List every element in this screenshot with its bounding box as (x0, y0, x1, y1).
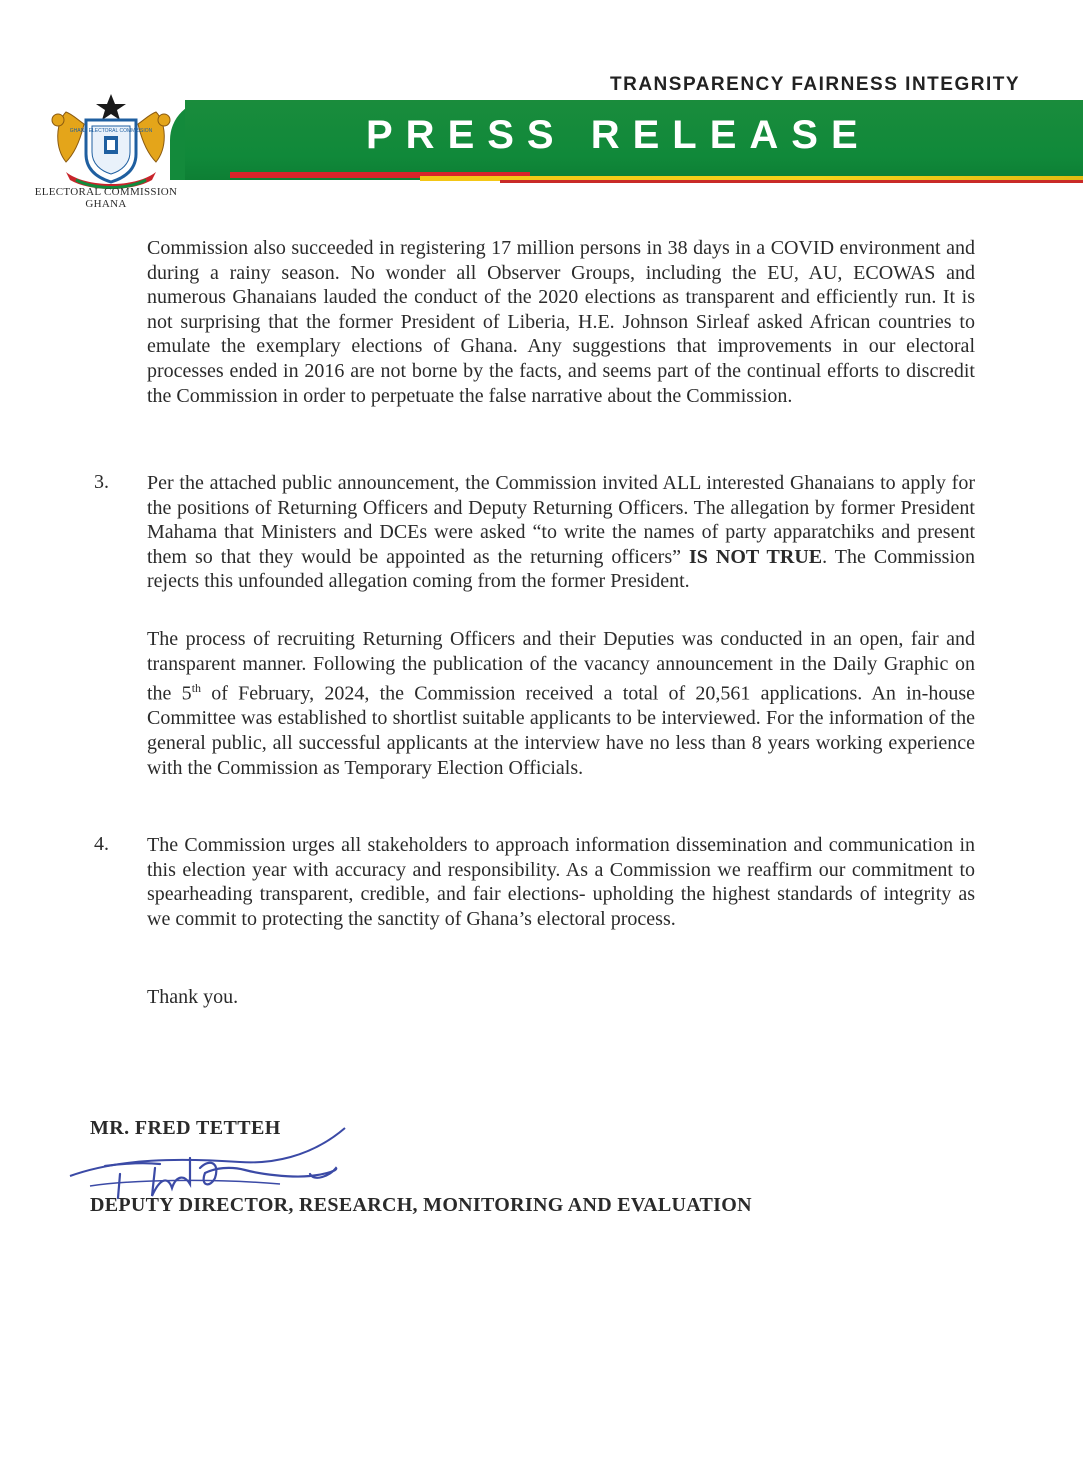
tagline: TRANSPARENCY FAIRNESS INTEGRITY (610, 74, 1021, 95)
org-name-line2: GHANA (85, 198, 127, 210)
closing-thanks: Thank you. (147, 986, 239, 1008)
paragraph-3b-text-b: of February, 2024, the Commission received a total of 20,561 applications. An in-house Committee was established to shortlist suitable applicants to be interviewed. For the information of the general public, all successful applicants at the interview have no less than 8 years working experience with the Commission as Temporary Election Officials. (147, 682, 975, 779)
signatory-title: DEPUTY DIRECTOR, RESEARCH, MONITORING AND EVALUATION (90, 1194, 752, 1216)
paragraph-4: The Commission urges all stakeholders to approach information dissemination and communication in this election year with accuracy and responsibility. As a Commission we reaffirm our commitment to spearheading transparent, credible, and fair elections- upholding the highest standards of integrity as we commit to protecting the sanctity of Ghana’s electoral process. (147, 834, 975, 930)
banner-title: PRESS RELEASE (366, 113, 871, 157)
logo-text: GHANA ELECTORAL COMMISSION (69, 128, 153, 134)
paragraph-number-4: 4. (94, 833, 109, 855)
coat-of-arms-logo (36, 92, 186, 192)
signatory-name: MR. FRED TETTEH (90, 1117, 281, 1139)
paragraph-intro: Commission also succeeded in registering 17 million persons in 38 days in a COVID environment and during a rainy season. No wonder all Observer Groups, including the EU, AU, ECOWAS and numerous Ghanaians lauded the conduct of the 2020 elections as transparent and efficiently run. It is not surprising that the former President of Liberia, H.E. Johnson Sirleaf asked African countries to emulate the exemplary elections of Ghana. Any suggestions that improvements in our electoral processes ended in 2016 are not borne by the facts, and seems part of the continual efforts to discredit the Commission in order to perpetuate the false narrative about the Commission. (147, 237, 975, 407)
paragraph-3b-superscript: th (191, 681, 202, 696)
organisation-name (20, 186, 192, 210)
paragraph-3-emphasis: IS NOT TRUE (689, 545, 823, 568)
paragraph-3-text-b: . The Commission rejects this unfounded allegation coming from the former President. (147, 545, 976, 593)
paragraph-3b-text-a: The process of recruiting Returning Officers and their Deputies was conducted in an open, fair and transparent manner. Following the publication of the vacancy announcement in the Daily Graphic on the 5 (147, 628, 975, 705)
banner-red-stripe-lower (500, 180, 1083, 183)
paragraph-3 (147, 471, 975, 594)
paragraph-3-text-a: Per the attached public announcement, the Commission invited ALL interested Ghanaians to apply for the positions of Returning Officers and Deputy Returning Officers. The allegation by former President Mahama that Ministers and DCEs were asked “to write the names of party apparatchiks and present them so that they would be appointed as the returning officers” (147, 472, 975, 568)
paragraph-3-continued (147, 627, 975, 780)
paragraph-number-3: 3. (94, 471, 109, 493)
org-name-line1: ELECTORAL COMMISSION (34, 186, 178, 198)
